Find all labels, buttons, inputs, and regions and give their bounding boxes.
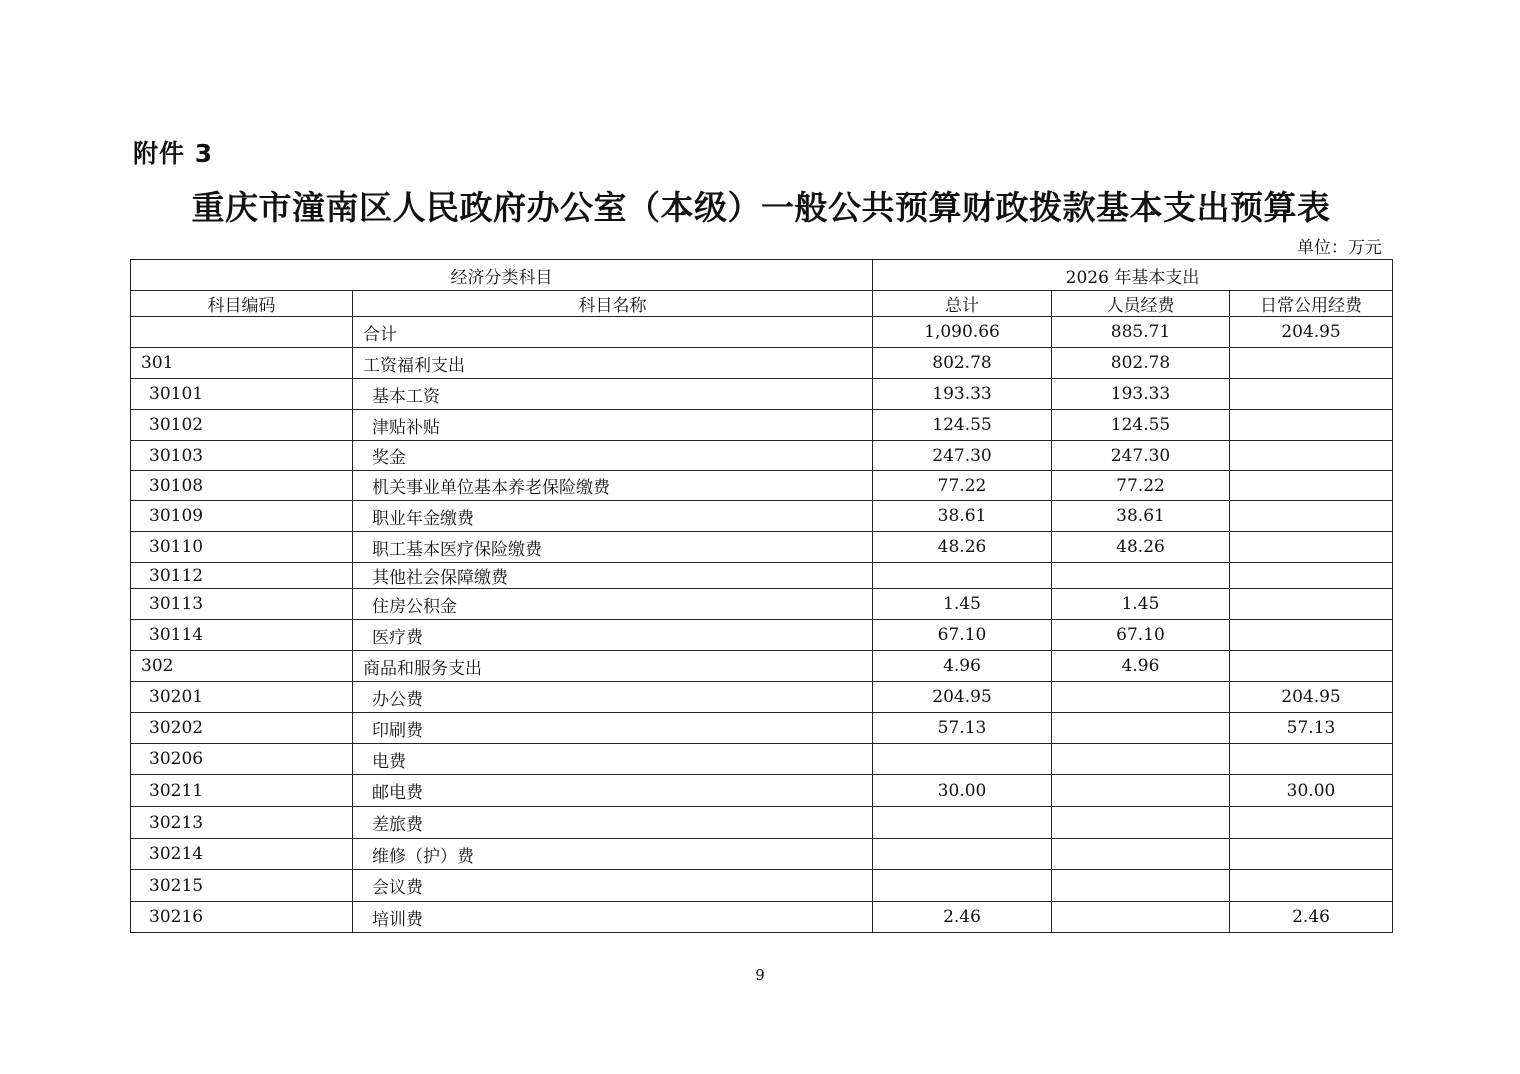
table-row <box>131 317 1393 348</box>
attachment-label: 附件 3 <box>133 139 214 168</box>
row-total <box>873 839 1052 870</box>
document-title: 重庆市潼南区人民政府办公室（本级）一般公共预算财政拨款基本支出预算表 <box>191 188 1331 227</box>
row-public <box>1230 379 1393 410</box>
row-code: 30211 <box>131 775 353 807</box>
table-row <box>131 589 1393 620</box>
row-public <box>1230 870 1393 902</box>
row-code: 30215 <box>131 870 353 902</box>
row-personnel <box>1052 839 1230 870</box>
row-public <box>1230 348 1393 379</box>
row-personnel <box>1052 775 1230 807</box>
row-name: 维修（护）费 <box>353 839 873 870</box>
row-personnel: 885.71 <box>1052 317 1230 348</box>
column-header-total: 总计 <box>873 291 1052 317</box>
row-total: 38.61 <box>873 501 1052 532</box>
row-public <box>1230 532 1393 563</box>
row-personnel: 247.30 <box>1052 441 1230 471</box>
table-row <box>131 532 1393 563</box>
row-public <box>1230 620 1393 651</box>
row-code: 30113 <box>131 589 353 620</box>
table-row <box>131 651 1393 682</box>
row-name: 办公费 <box>353 682 873 713</box>
row-code: 30102 <box>131 410 353 441</box>
column-header-personnel: 人员经费 <box>1052 291 1230 317</box>
row-code: 30206 <box>131 744 353 775</box>
row-name: 奖金 <box>353 441 873 471</box>
row-public: 204.95 <box>1230 317 1393 348</box>
table-row <box>131 410 1393 441</box>
row-public <box>1230 563 1393 589</box>
table-row <box>131 807 1393 839</box>
budget-table <box>130 259 1393 933</box>
row-code: 30216 <box>131 902 353 933</box>
table-row <box>131 348 1393 379</box>
row-personnel: 4.96 <box>1052 651 1230 682</box>
row-personnel: 1.45 <box>1052 589 1230 620</box>
row-total: 802.78 <box>873 348 1052 379</box>
row-public <box>1230 589 1393 620</box>
row-code: 301 <box>131 348 353 379</box>
row-personnel: 124.55 <box>1052 410 1230 441</box>
row-total: 204.95 <box>873 682 1052 713</box>
group-header-basic-expenditure: 2026 年基本支出 <box>873 260 1393 291</box>
row-personnel <box>1052 682 1230 713</box>
row-name: 其他社会保障缴费 <box>353 563 873 589</box>
table-body <box>131 317 1393 933</box>
column-header-public: 日常公用经费 <box>1230 291 1393 317</box>
row-public <box>1230 744 1393 775</box>
row-name: 电费 <box>353 744 873 775</box>
row-personnel <box>1052 563 1230 589</box>
row-code: 30114 <box>131 620 353 651</box>
table-row <box>131 471 1393 501</box>
row-public <box>1230 471 1393 501</box>
row-total: 1,090.66 <box>873 317 1052 348</box>
unit-label: 单位：万元 <box>1297 238 1382 258</box>
row-public: 30.00 <box>1230 775 1393 807</box>
row-total <box>873 563 1052 589</box>
row-total: 67.10 <box>873 620 1052 651</box>
row-code: 30109 <box>131 501 353 532</box>
row-code: 30214 <box>131 839 353 870</box>
table-row <box>131 620 1393 651</box>
row-total <box>873 870 1052 902</box>
row-name: 机关事业单位基本养老保险缴费 <box>353 471 873 501</box>
row-code: 30213 <box>131 807 353 839</box>
row-total: 57.13 <box>873 713 1052 744</box>
row-name: 合计 <box>353 317 873 348</box>
row-total: 193.33 <box>873 379 1052 410</box>
row-code: 30103 <box>131 441 353 471</box>
row-public <box>1230 441 1393 471</box>
row-code: 30110 <box>131 532 353 563</box>
group-header-row <box>131 260 1393 291</box>
row-name: 邮电费 <box>353 775 873 807</box>
table-row <box>131 379 1393 410</box>
row-personnel <box>1052 807 1230 839</box>
row-public <box>1230 651 1393 682</box>
row-total: 124.55 <box>873 410 1052 441</box>
row-name: 会议费 <box>353 870 873 902</box>
row-total: 30.00 <box>873 775 1052 807</box>
row-name: 住房公积金 <box>353 589 873 620</box>
row-public: 204.95 <box>1230 682 1393 713</box>
row-total: 48.26 <box>873 532 1052 563</box>
row-public <box>1230 807 1393 839</box>
table-row <box>131 775 1393 807</box>
table-row <box>131 682 1393 713</box>
table-row <box>131 744 1393 775</box>
table-row <box>131 563 1393 589</box>
row-name: 职工基本医疗保险缴费 <box>353 532 873 563</box>
row-name: 差旅费 <box>353 807 873 839</box>
column-header-name: 科目名称 <box>353 291 873 317</box>
row-personnel: 38.61 <box>1052 501 1230 532</box>
row-total <box>873 807 1052 839</box>
row-total: 247.30 <box>873 441 1052 471</box>
table-row <box>131 870 1393 902</box>
row-name: 工资福利支出 <box>353 348 873 379</box>
row-code: 30112 <box>131 563 353 589</box>
row-name: 医疗费 <box>353 620 873 651</box>
row-total: 1.45 <box>873 589 1052 620</box>
row-name: 职业年金缴费 <box>353 501 873 532</box>
table-row <box>131 501 1393 532</box>
column-header-code: 科目编码 <box>131 291 353 317</box>
row-total <box>873 744 1052 775</box>
row-name: 津贴补贴 <box>353 410 873 441</box>
row-name: 基本工资 <box>353 379 873 410</box>
row-code <box>131 317 353 348</box>
row-public: 57.13 <box>1230 713 1393 744</box>
row-public <box>1230 501 1393 532</box>
table-row <box>131 713 1393 744</box>
table-row <box>131 902 1393 933</box>
row-name: 培训费 <box>353 902 873 933</box>
column-header-row <box>131 291 1393 317</box>
row-personnel: 193.33 <box>1052 379 1230 410</box>
row-public <box>1230 839 1393 870</box>
row-personnel <box>1052 713 1230 744</box>
table-row <box>131 441 1393 471</box>
row-personnel <box>1052 902 1230 933</box>
row-total: 4.96 <box>873 651 1052 682</box>
row-code: 30201 <box>131 682 353 713</box>
row-public: 2.46 <box>1230 902 1393 933</box>
group-header-economic-classification: 经济分类科目 <box>131 260 873 291</box>
row-personnel: 67.10 <box>1052 620 1230 651</box>
row-total: 77.22 <box>873 471 1052 501</box>
table-row <box>131 839 1393 870</box>
row-personnel <box>1052 870 1230 902</box>
row-code: 302 <box>131 651 353 682</box>
row-public <box>1230 410 1393 441</box>
row-personnel: 802.78 <box>1052 348 1230 379</box>
row-name: 商品和服务支出 <box>353 651 873 682</box>
row-personnel <box>1052 744 1230 775</box>
row-personnel: 77.22 <box>1052 471 1230 501</box>
row-name: 印刷费 <box>353 713 873 744</box>
row-total: 2.46 <box>873 902 1052 933</box>
row-code: 30101 <box>131 379 353 410</box>
row-code: 30108 <box>131 471 353 501</box>
page-number: 9 <box>755 966 765 984</box>
row-personnel: 48.26 <box>1052 532 1230 563</box>
row-code: 30202 <box>131 713 353 744</box>
